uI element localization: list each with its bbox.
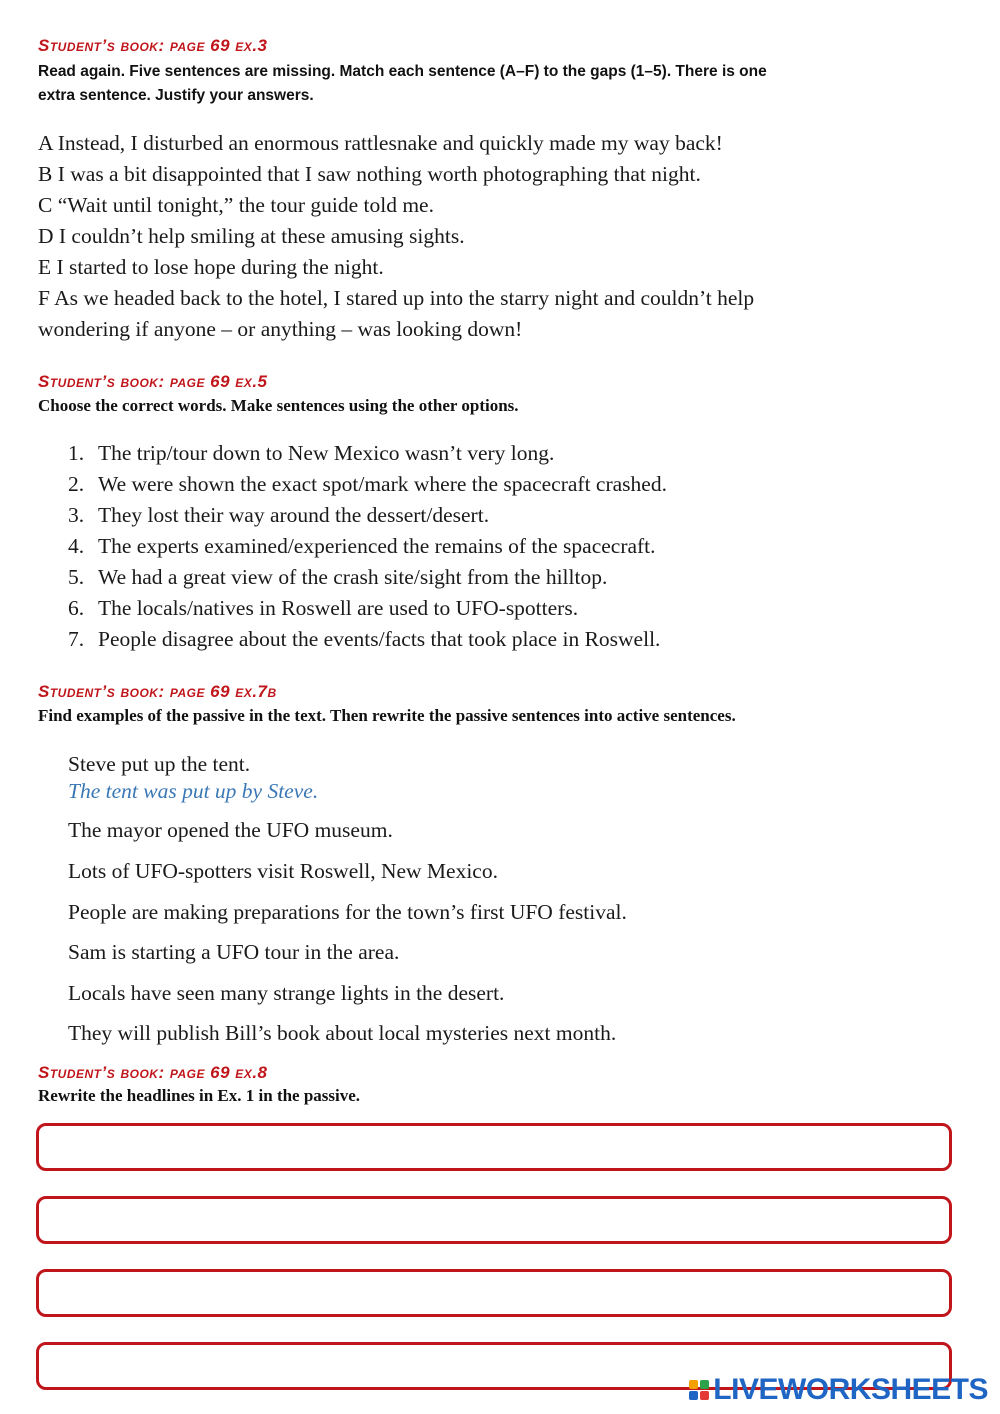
ex3-sentence-a: A Instead, I disturbed an enormous rattlesnake and quickly made my way back! (38, 131, 723, 155)
liveworksheets-logo (689, 1372, 988, 1408)
ex5-item-text: We had a great view of the crash site/sight from the hilltop. (98, 565, 608, 589)
ex5-item-number: 3. (68, 503, 85, 527)
ex7b-sentence: Lots of UFO-spotters visit Roswell, New Mexico. (68, 859, 498, 883)
instruction-ex3-line-2: extra sentence. Justify your answers. (38, 87, 314, 104)
ex7b-sentence: They will publish Bill’s book about local mysteries next month. (68, 1021, 617, 1045)
ex5-item-text: The experts examined/experienced the remains of the spacecraft. (98, 534, 656, 558)
ex7b-example-sentence: Steve put up the tent. (68, 752, 251, 776)
answer-box-3[interactable] (36, 1269, 952, 1317)
answer-box-2[interactable] (36, 1196, 952, 1244)
ex5-item-text: We were shown the exact spot/mark where the spacecraft crashed. (98, 472, 667, 496)
liveworksheets-logo-icon (689, 1380, 709, 1400)
instruction-ex3-line-1: Read again. Five sentences are missing. Match each sentence (A–F) to the gaps (1–5). There is one (38, 63, 767, 80)
ex7b-sentence: The mayor opened the UFO museum. (68, 818, 393, 842)
ex7b-sentence: Locals have seen many strange lights in the desert. (68, 981, 505, 1005)
ex7b-sentence: People are making preparations for the town’s first UFO festival. (68, 900, 627, 924)
section-title-ex5: Student’s book: page 69 ex.5 (38, 372, 268, 391)
answer-box-1[interactable] (36, 1123, 952, 1171)
section-title-ex8: Student’s book: page 69 ex.8 (38, 1063, 268, 1082)
ex5-item-number: 2. (68, 472, 85, 496)
ex5-item-text: People disagree about the events/facts that took place in Roswell. (98, 627, 661, 651)
section-title-ex7b: Student’s book: page 69 ex.7b (38, 682, 277, 701)
ex3-sentence-b: B I was a bit disappointed that I saw nothing worth photographing that night. (38, 162, 701, 186)
liveworksheets-logo-text: LIVEWORKSHEETS (713, 1373, 988, 1406)
instruction-ex7b: Find examples of the passive in the text. Then rewrite the passive sentences into active sentences. (38, 706, 736, 725)
ex5-item-text: They lost their way around the dessert/desert. (98, 503, 490, 527)
instruction-ex8: Rewrite the headlines in Ex. 1 in the passive. (38, 1086, 361, 1105)
ex3-sentence-f: F As we headed back to the hotel, I stared up into the starry night and couldn’t help (38, 286, 755, 310)
ex5-item-number: 1. (68, 441, 85, 465)
instruction-ex5: Choose the correct words. Make sentences using the other options. (38, 396, 519, 415)
ex7b-example-answer: The tent was put up by Steve. (68, 779, 319, 803)
ex5-item-text: The trip/tour down to New Mexico wasn’t very long. (98, 441, 555, 465)
ex5-item-text: The locals/natives in Roswell are used to UFO-spotters. (98, 596, 579, 620)
ex3-sentence-e: E I started to lose hope during the night. (38, 255, 384, 279)
ex5-item-number: 4. (68, 534, 85, 558)
section-title-ex3: Student’s book: page 69 ex.3 (38, 36, 268, 55)
ex3-sentence-c: C “Wait until tonight,” the tour guide told me. (38, 193, 434, 217)
ex5-item-number: 5. (68, 565, 85, 589)
ex5-item-number: 6. (68, 596, 85, 620)
ex3-sentence-d: D I couldn’t help smiling at these amusing sights. (38, 224, 465, 248)
ex7b-sentence: Sam is starting a UFO tour in the area. (68, 940, 400, 964)
ex3-sentence-f-continued: wondering if anyone – or anything – was looking down! (38, 317, 523, 341)
ex5-item-number: 7. (68, 627, 85, 651)
